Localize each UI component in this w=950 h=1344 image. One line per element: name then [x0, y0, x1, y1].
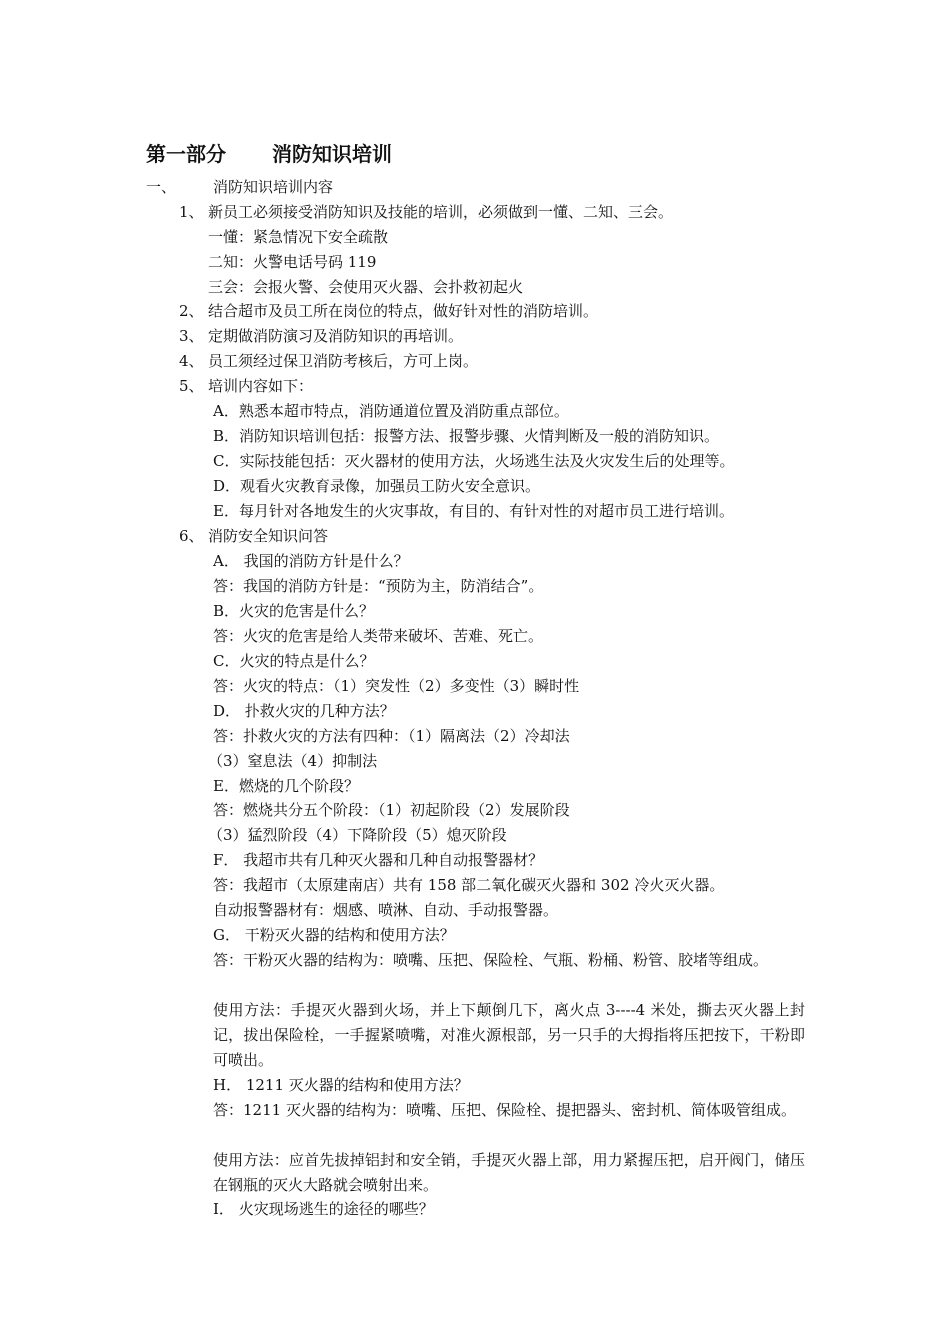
answer-b: 答：火灾的危害是给人类带来破坏、苦难、死亡。 — [213, 627, 544, 645]
item-4-number: 4、 — [179, 352, 204, 370]
answer-g-structure: 答：干粉灭火器的结构为：喷嘴、压把、保险栓、气瓶、粉桶、粉管、胶堵等组成。 — [213, 951, 769, 969]
answer-g-usage: 使用方法：手提灭火器到火场，并上下颠倒几下，离火点 3----4 米处，撕去灭火器上封记，拔出保险栓，一手握紧喷嘴，对准火源根部，另一只手的大拇指将压把按下，干粉即可喷出。 — [213, 1001, 805, 1069]
item-1-sub-2: 二知：火警电话号码 119 — [208, 253, 377, 271]
answer-d-line-2: （3）窒息法（4）抑制法 — [208, 752, 378, 770]
part-label: 第一部分 — [146, 142, 226, 166]
answer-e-line-1: 答：燃烧共分五个阶段：（1）初起阶段（2）发展阶段 — [213, 801, 570, 819]
item-1-text: 新员工必须接受消防知识及技能的培训，必须做到一懂、二知、三会。 — [208, 203, 674, 221]
item-5-sub-d: D．观看火灾教育录像，加强员工防火安全意识。 — [213, 477, 541, 495]
question-f: F． 我超市共有几种灭火器和几种自动报警器材？ — [213, 851, 544, 869]
item-1-sub-1: 一懂：紧急情况下安全疏散 — [208, 228, 389, 246]
item-5-sub-e: E．每月针对各地发生的火灾事故，有目的、有针对性的对超市员工进行培训。 — [213, 502, 734, 520]
answer-h-structure: 答：1211 灭火器的结构为：喷嘴、压把、保险栓、提把器头、密封机、简体吸管组成。 — [213, 1101, 796, 1119]
part-name: 消防知识培训 — [272, 142, 392, 166]
item-5-sub-b: B．消防知识培训包括：报警方法、报警步骤、火情判断及一般的消防知识。 — [213, 427, 720, 445]
question-c: C．火灾的特点是什么？ — [213, 652, 375, 670]
item-6-number: 6、 — [179, 527, 204, 545]
question-g: G． 干粉灭火器的结构和使用方法？ — [213, 926, 455, 944]
question-d: D． 扑救火灾的几种方法？ — [213, 702, 395, 720]
item-2-text: 结合超市及员工所在岗位的特点，做好针对性的消防培训。 — [208, 302, 599, 320]
question-b: B．火灾的危害是什么？ — [213, 602, 375, 620]
item-3-number: 3、 — [179, 327, 204, 345]
question-e: E．燃烧的几个阶段？ — [213, 777, 359, 795]
item-2-number: 2、 — [179, 302, 204, 320]
item-4-text: 员工须经过保卫消防考核后，方可上岗。 — [208, 352, 479, 370]
question-a: A． 我国的消防方针是什么？ — [213, 552, 409, 570]
section-marker: 一、 — [146, 178, 177, 196]
question-h: H． 1211 灭火器的结构和使用方法？ — [213, 1076, 469, 1094]
answer-a: 答：我国的消防方针是：“预防为主，防消结合”。 — [213, 577, 544, 595]
answer-d-line-1: 答：扑救火灾的方法有四种：（1）隔离法（2）冷却法 — [213, 727, 570, 745]
item-3-text: 定期做消防演习及消防知识的再培训。 — [208, 327, 464, 345]
answer-e-line-2: （3）猛烈阶段（4）下降阶段（5）熄灭阶段 — [208, 826, 507, 844]
answer-f-line-2: 自动报警器材有：烟感、喷淋、自动、手动报警器。 — [213, 901, 559, 919]
item-5-text: 培训内容如下： — [208, 377, 314, 395]
section-heading: 消防知识培训内容 — [213, 178, 334, 196]
answer-h-usage: 使用方法：应首先拔掉铝封和安全销，手提灭火器上部，用力紧握压把，启开阀门，储压在钢瓶的灭火大路就会喷射出来。 — [213, 1151, 805, 1194]
item-1-number: 1、 — [179, 203, 204, 221]
item-6-text: 消防安全知识问答 — [208, 527, 329, 545]
answer-c: 答：火灾的特点：（1）突发性（2）多变性（3）瞬时性 — [213, 677, 580, 695]
item-5-sub-a: A．熟悉本超市特点，消防通道位置及消防重点部位。 — [213, 402, 569, 420]
part-title — [146, 138, 392, 167]
item-5-number: 5、 — [179, 377, 204, 395]
question-i: I． 火灾现场逃生的途径的哪些？ — [213, 1200, 434, 1218]
item-1-sub-3: 三会：会报火警、会使用灭火器、会扑救初起火 — [208, 278, 524, 296]
item-5-sub-c: C．实际技能包括：灭火器材的使用方法，火场逃生法及火灾发生后的处理等。 — [213, 452, 735, 470]
answer-f-line-1: 答：我超市（太原建南店）共有 158 部二氧化碳灭火器和 302 冷火灭火器。 — [213, 876, 725, 894]
